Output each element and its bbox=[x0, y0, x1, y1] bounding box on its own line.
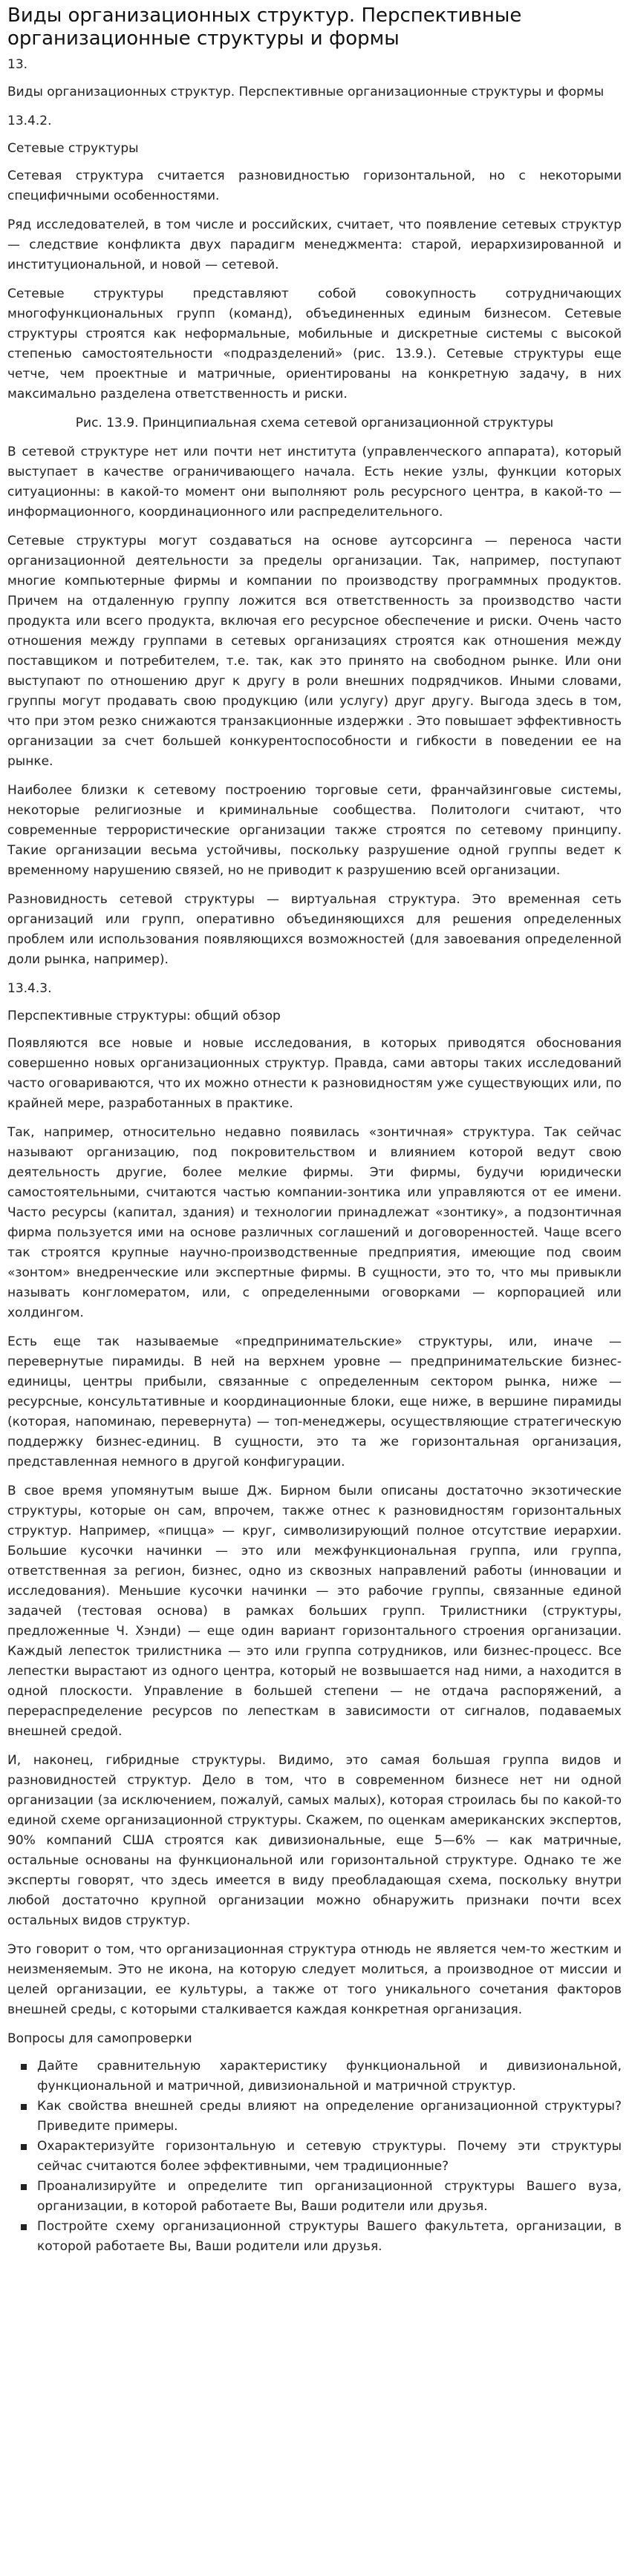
paragraph: Есть еще так называемые «предпринимательские» структуры, или, иначе — перевернутые пирамиды. В ней на верхнем уровне — предпринимательские бизнес-единицы, центры прибыли, связанные с определенным сектором рынка, ниже — ресурсные, консультативные и координационные блоки, еще ниже, в вершине пирамиды (которая, напоминаю, перевернута) — топ-менеджеры, осуществляющие стратегическую поддержку бизнес-единиц. В сущности, это та же горизонтальная организация, представленная немного в другой конфигурации. bbox=[7, 1334, 622, 1469]
question-item: Дайте сравнительную характеристику функциональной и дивизиональной, функциональной и матричной, дивизиональной и матричной структур. bbox=[37, 2056, 622, 2097]
paragraph: Появляются все новые и новые исследования, в которых приводятся обоснования совершенно новых организационных структур. Правда, сами авторы таких исследований часто оговариваются, что их можно отнести к разновидностям уже существующих или, по крайней мере, разработанных в практике. bbox=[7, 1036, 622, 1111]
paragraph: Сетевая структура считается разновидностью горизонтальной, но с некоторыми специфичными особенностями. bbox=[7, 168, 622, 203]
section-number: 13.4.2. bbox=[7, 114, 52, 128]
page-title: Виды организационных структур. Перспективные организационные структуры и формы bbox=[7, 4, 522, 50]
questions-list bbox=[7, 2056, 622, 2257]
paragraph: Ряд исследователей, в том числе и российских, считает, что появление сетевых структур — следствие конфликта двух парадигм менеджмента: старой, иерархизированной и институциональной, и новой — сетевой. bbox=[7, 217, 622, 272]
chapter-title: Виды организационных структур. Перспективные организационные структуры и формы bbox=[7, 85, 604, 99]
section-title: Перспективные структуры: общий обзор bbox=[7, 1009, 281, 1023]
questions-title: Вопросы для самопроверки bbox=[7, 2031, 192, 2046]
figure-caption: Рис. 13.9. Принципиальная схема сетевой организационной структуры bbox=[75, 416, 554, 430]
paragraph: Разновидность сетевой структуры — виртуальная структура. Это временная сеть организаций или групп, оперативно объединяющихся для решения определенных проблем или использования появляющихся возможностей (для завоевания определенной доли рынка, например). bbox=[7, 892, 622, 967]
paragraph: Наиболее близки к сетевому построению торговые сети, франчайзинговые системы, некоторые религиозные и криминальные сообщества. Политологи считают, что современные террористические организации также строятся по сетевому принципу. Такие организации весьма устойчивы, поскольку разрушение одной группы ведет к временному нарушению связей, но не приводит к разрушению всей организации. bbox=[7, 783, 622, 878]
question-item: Охарактеризуйте горизонтальную и сетевую структуры. Почему эти структуры сейчас считаются более эффективными, чем традиционные? bbox=[37, 2137, 622, 2177]
chapter-number: 13. bbox=[7, 57, 28, 72]
paragraph: И, наконец, гибридные структуры. Видимо, это самая большая группа видов и разновидностей структур. Дело в том, что в современном бизнесе нет ни одной организации (за исключением, пожалуй, самых малых), которая строилась бы по какой-то единой схеме организационной структуры. Скажем, по оценкам американских экспертов, 90% компаний США строятся как дивизиональные, еще 5—6% — как матричные, остальные основаны на функциональной или горизонтальной структуре. Однако те же эксперты говорят, что здесь имеется в виду преобладающая схема, поскольку внутри любой достаточно крупной организации можно обнаружить признаки почти всех остальных видов структур. bbox=[7, 1753, 622, 1928]
question-item: Как свойства внешней среды влияют на определение организационной структуры? Приведите примеры. bbox=[37, 2097, 622, 2137]
paragraph: В сетевой структуре нет или почти нет института (управленческого аппарата), который выступает в качестве ограничивающего начала. Есть некие узлы, функции которых ситуационны: в какой-то момент они выполняют роль ресурсного центра, в какой-то — информационного, координационного или распределительного. bbox=[7, 445, 622, 520]
section-number: 13.4.3. bbox=[7, 981, 52, 996]
paragraph: Сетевые структуры могут создаваться на основе аутсорсинга — переноса части организационной деятельности за пределы организации. Так, например, поступают многие компьютерные фирмы и компании по производству программных продуктов. Причем на отдаленную группу ложится вся ответственность за производство части продукта или всего продукта, включая его ресурсное обеспечение и риски. Очень часто отношения между группами в сетевых организациях строятся как отношения между поставщиком и потребителем, т.е. так, как это принято на свободном рынке. Или они выступают по отношению друг к другу в роли внешних подрядчиков. Иными словами, группы могут продавать свою продукцию (или услугу) друг другу. Выгода здесь в том, что при этом резко снижаются транзакционные издержки . Это повышает эффективность организации за счет большей конкурентоспособности и гибкости в поведении ее на рынке. bbox=[7, 534, 622, 769]
paragraph: Сетевые структуры представляют собой совокупность сотрудничающих многофункциональных групп (команд), объединенных единым бизнесом. Сетевые структуры строятся как неформальные, мобильные и дискретные системы с высокой степенью самостоятельности «подразделений» (рис. 13.9.). Сетевые структуры еще четче, чем проектные и матричные, ориентированы на конкретную задачу, в них максимально разделена ответственность и риски. bbox=[7, 286, 622, 402]
document-page bbox=[0, 4, 629, 2257]
paragraph: В свое время упомянутым выше Дж. Бирном были описаны достаточно экзотические структуры, которые он сам, впрочем, также отнес к разновидностям горизонтальных структур. Например, «пицца» — круг, символизирующий полное отсутствие иерархии. Большие кусочки начинки — это или межфункциональная группа, или группа, ответственная за регион, бизнес, одно из сквозных направлений работы (инновации и исследования). Меньшие кусочки начинки — это рабочие группы, связанные единой задачей (тестовая основа) в рамках больших групп. Трилистники (структуры, предложенные Ч. Хэнди) — еще один вариант горизонтального строения организации. Каждый лепесток трилистника — это или группа сотрудников, или бизнес-процесс. Все лепестки вырастают из одного центра, который не возвышается над ними, а находится в одной плоскости. Управление в большей степени — не отдача распоряжений, а перераспределение ресурсов по лепесткам в зависимости от сигналов, подаваемых внешней средой. bbox=[7, 1484, 622, 1739]
question-item: Постройте схему организационной структуры Вашего факультета, организации, в которой работаете Вы, Ваши родители или друзья. bbox=[37, 2217, 622, 2257]
section-title: Сетевые структуры bbox=[7, 141, 139, 156]
paragraph: Это говорит о том, что организационная структура отнюдь не является чем-то жестким и неизменяемым. Это не икона, на которую следует молиться, а производное от миссии и целей организации, ее культуры, а также от того уникального сочетания факторов внешней среды, с которыми сталкивается каждая конкретная организация. bbox=[7, 1942, 622, 2017]
question-item: Проанализируйте и определите тип организационной структуры Вашего вуза, организации, в которой работаете Вы, Ваши родители или друзья. bbox=[37, 2177, 622, 2217]
paragraph: Так, например, относительно недавно появилась «зонтичная» структура. Так сейчас называют организацию, под покровительством и влиянием которой ведут свою деятельность другие, более мелкие фирмы. Эти фирмы, будучи юридически самостоятельными, считаются частью компании-зонтика или управляются от ее имени. Часто ресурсы (капитал, здания) и технологии принадлежат «зонтику», а подзонтичная фирма пользуется ими на основе различных соглашений и договоренностей. Чаще всего так строятся крупные научно-производственные предприятия, имеющие под своим «зонтом» внедренческие или экспертные фирмы. В сущности, это то, что мы привыкли называть конгломератом, или, с определенными оговорками — корпорацией или холдингом. bbox=[7, 1125, 622, 1320]
